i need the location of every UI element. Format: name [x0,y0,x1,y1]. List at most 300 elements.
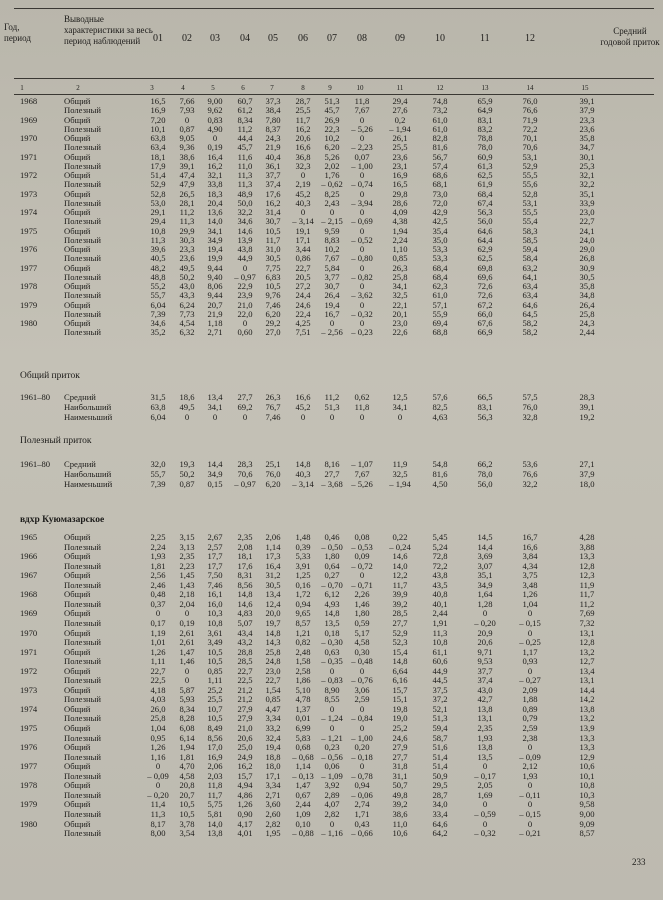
cell-value: 1,04 [522,598,538,609]
cell-value: 78,0 [477,469,493,479]
cell-value: 38,6 [392,808,408,819]
row-period: 1977 [20,761,38,772]
cell-value: 4,01 [237,828,253,839]
cell-value: 26,9 [324,114,340,125]
cell-value: 0,2 [394,114,406,125]
cell-value: 0 [359,281,365,291]
cell-value: 1,81 [179,751,195,762]
cell-value: 11,4 [150,799,166,810]
header-month-03: 03 [210,33,220,44]
row-characteristic: Общий [64,262,91,273]
table-row [0,781,663,789]
cell-value: 67,6 [477,318,493,328]
cell-value: 27,1 [579,459,595,469]
cell-value: 7,46 [265,299,281,310]
cell-value: 22,5 [150,675,166,686]
cell-value: 0 [527,780,533,791]
cell-value: 8,34 [237,114,253,125]
cell-value: 29,4 [392,96,408,106]
header-month-01: 01 [153,33,163,44]
cell-value: 3,88 [579,541,595,552]
cell-value: 12,5 [392,392,408,402]
cell-value: – 0,23 [351,327,373,338]
cell-value: 15,1 [392,694,408,705]
table-header [0,0,663,78]
cell-value: 2,89 [324,789,340,800]
cell-value: 25,2 [207,684,223,695]
cell-value: 2,71 [207,327,223,338]
table-row [0,695,663,703]
table-row [0,460,663,468]
cell-value: 0,16 [295,579,311,590]
cell-value: 10,7 [207,703,223,714]
column-number: 12 [436,84,444,92]
cell-value: 2,35 [179,551,195,562]
cell-value: 40,1 [432,598,448,609]
cell-value: 72,2 [432,560,448,571]
cell-value: 11,8 [207,780,223,791]
cell-value: 1,16 [150,751,166,762]
cell-value: 50,7 [392,780,408,791]
cell-value: 42,5 [432,216,448,227]
cell-value: 8,06 [207,281,223,291]
cell-value: 76,6 [522,469,538,479]
cell-value: 52,8 [150,188,166,199]
cell-value: 30,5 [265,253,281,264]
cell-value: 8,55 [324,694,340,705]
cell-value: 51,3 [324,402,340,412]
cell-value: 0 [359,723,365,733]
cell-value: 2,44 [579,327,595,338]
cell-value: 22,7 [265,675,281,686]
cell-value: – 1,94 [389,479,411,489]
table-row [0,171,663,179]
cell-value: 37,7 [265,170,281,180]
cell-value: 25,8 [265,646,281,657]
cell-value: 2,35 [477,723,493,733]
table-row [0,820,663,828]
cell-value: 0 [359,133,365,143]
cell-value: 1,80 [354,608,370,619]
cell-value: 23,0 [392,318,408,328]
cell-value: 0,64 [324,560,340,571]
cell-value: 11,8 [354,96,370,106]
cell-value: 29,4 [150,216,166,227]
cell-value: 6,12 [324,589,340,600]
cell-value: 29,5 [432,780,448,791]
cell-value: 5,24 [432,541,448,552]
cell-value: 1,91 [432,617,448,628]
row-period: 1974 [20,207,38,217]
cell-value: 24,3 [265,133,281,143]
cell-value: 19,9 [207,253,223,264]
table-row [0,629,663,637]
cell-value: 2,56 [150,570,166,581]
row-characteristic: Общий [64,570,91,581]
cell-value: 32,3 [295,160,311,171]
cell-value: 0 [397,412,403,422]
cell-value: – 0,15 [519,617,541,628]
cell-value: 16,2 [265,197,281,208]
cell-value: 5,87 [179,684,195,695]
cell-value: 2,03 [207,770,223,781]
cell-value: 13,4 [207,392,223,402]
cell-value: 10,8 [579,780,595,791]
cell-value: 64,6 [477,225,493,236]
cell-value: 34,7 [579,142,595,153]
cell-value: 70,6 [237,469,253,479]
cell-value: 72,2 [522,123,538,134]
cell-value: 8,56 [207,732,223,743]
cell-value: 43,8 [432,570,448,581]
row-characteristic: Средний [64,392,96,402]
cell-value: 18,0 [579,479,595,489]
cell-value: 16,2 [237,761,253,772]
cell-value: 11,2 [179,207,195,217]
cell-value: 8,56 [237,579,253,590]
table-row [0,552,663,560]
cell-value: 3,84 [522,551,538,562]
cell-value: 4,93 [324,598,340,609]
row-period: 1973 [20,188,38,199]
cell-value: 17,0 [207,742,223,753]
cell-value: 30,5 [265,579,281,590]
table-row [0,134,663,142]
cell-value: 23,6 [179,253,195,264]
cell-value: 52,3 [392,637,408,648]
cell-value: 51,4 [432,751,448,762]
cell-value: 4,86 [237,789,253,800]
cell-value: 1,93 [477,732,493,743]
row-characteristic: Полезный [64,123,101,134]
cell-value: 21,9 [265,142,281,153]
cell-value: 11,3 [237,179,253,190]
column-number: 3 [150,84,154,92]
cell-value: 68,4 [432,262,448,273]
cell-value: 13,3 [579,732,595,743]
cell-value: 9,59 [324,225,340,236]
cell-value: – 0,32 [474,828,496,839]
cell-value: 15,7 [237,770,253,781]
cell-value: 62,3 [432,281,448,291]
cell-value: 11,7 [392,579,408,590]
cell-value: 18,0 [265,761,281,772]
cell-value: 33,2 [265,723,281,733]
table-row [0,562,663,570]
cell-value: 10,5 [207,656,223,667]
table-row [0,772,663,780]
table-row [0,791,663,799]
cell-value: 10,8 [150,225,166,236]
cell-value: 13,1 [579,627,595,638]
cell-value: 34,1 [392,281,408,291]
cell-value: 43,0 [477,684,493,695]
table-row [0,310,663,318]
cell-value: 43,5 [432,579,448,590]
cell-value: 0,62 [354,392,370,402]
cell-value: 3,49 [207,637,223,648]
cell-value: 52,9 [392,627,408,638]
row-characteristic: Полезный [64,808,101,819]
cell-value: 0 [329,723,335,733]
cell-value: 0 [155,780,161,791]
cell-value: 2,18 [179,589,195,600]
cell-value: 30,9 [579,262,595,273]
cell-value: 10,8 [432,637,448,648]
cell-value: 34,1 [392,402,408,412]
cell-value: 64,5 [522,308,538,319]
cell-value: 20,6 [477,637,493,648]
cell-value: 18,1 [150,151,166,162]
cell-value: 29,0 [579,244,595,254]
cell-value: 28,3 [579,392,595,402]
table-row [0,125,663,133]
cell-value: 0 [359,299,365,310]
cell-value: 34,9 [207,234,223,245]
cell-value: 0 [184,665,190,676]
cell-value: 7,93 [179,105,195,116]
cell-value: 82,8 [432,133,448,143]
cell-value: 9,58 [579,799,595,810]
row-characteristic: Полезный [64,105,101,116]
cell-value: 44,5 [432,675,448,686]
cell-value: 0,07 [354,151,370,162]
cell-value: 49,8 [392,789,408,800]
cell-value: 7,75 [265,262,281,273]
row-period: 1978 [20,780,38,791]
cell-value: 6,24 [179,299,195,310]
cell-value: 8,37 [265,123,281,134]
cell-value: 0 [482,799,488,810]
cell-value: 0 [184,114,190,125]
cell-value: 10,6 [392,828,408,839]
cell-value: 21,2 [237,684,253,695]
cell-value: 52,1 [432,703,448,714]
cell-value: 66,5 [477,392,493,402]
cell-value: 0,60 [237,327,253,338]
cell-value: 1,88 [522,694,538,705]
cell-value: 18,8 [265,751,281,762]
cell-value: – 0,83 [321,675,343,686]
cell-value: 0 [329,318,335,328]
cell-value: 11,2 [324,392,340,402]
cell-value: 22,7 [579,216,595,227]
table-row [0,743,663,751]
cell-value: 42,7 [477,694,493,705]
cell-value: 0,19 [207,142,223,153]
table-row [0,543,663,551]
cell-value: 34,1 [207,225,223,236]
table-row [0,705,663,713]
table-row [0,162,663,170]
cell-value: 67,2 [477,299,493,310]
cell-value: 63,4 [150,142,166,153]
cell-value: 2,08 [237,541,253,552]
cell-value: – 0,30 [321,637,343,648]
row-characteristic: Общий [64,318,91,328]
cell-value: – 0,20 [147,789,169,800]
cell-value: 10,5 [179,799,195,810]
cell-value: 0,08 [354,532,370,542]
cell-value: 22,5 [237,675,253,686]
cell-value: 0 [359,665,365,676]
cell-value: 1,81 [150,560,166,571]
table-row [0,143,663,151]
cell-value: 17,7 [207,551,223,562]
cell-value: 0 [242,262,248,273]
cell-value: – 0,50 [321,541,343,552]
cell-value: 14,8 [237,589,253,600]
cell-value: 16,5 [392,179,408,190]
cell-value: 0 [359,244,365,254]
table-row [0,619,663,627]
cell-value: 48,2 [150,262,166,273]
cell-value: 0 [329,703,335,714]
cell-value: 0,95 [150,732,166,743]
cell-value: 10,3 [207,608,223,619]
cell-value: – 0,06 [351,789,373,800]
cell-value: 4,34 [522,560,538,571]
cell-value: 7,46 [207,579,223,590]
cell-value: 18,1 [237,551,253,562]
table-row [0,153,663,161]
cell-value: 28,6 [392,197,408,208]
row-period: 1968 [20,589,38,600]
cell-value: 16,4 [265,560,281,571]
cell-value: – 0,15 [519,808,541,819]
cell-value: 0,63 [324,646,340,657]
cell-value: 13,9 [237,234,253,245]
cell-value: 51,3 [432,713,448,724]
table-row [0,116,663,124]
row-characteristic: Общий [64,703,91,714]
cell-value: 38,6 [179,151,195,162]
row-characteristic: Полезный [64,732,101,743]
cell-value: 0 [155,761,161,772]
cell-value: 7,69 [579,608,595,619]
cell-value: 5,26 [324,151,340,162]
cell-value: 0 [359,703,365,714]
cell-value: 23,6 [392,151,408,162]
cell-value: 25,3 [579,160,595,171]
cell-value: – 0,52 [351,234,373,245]
cell-value: 23,1 [392,160,408,171]
cell-value: 4,50 [432,479,448,489]
cell-value: 1,26 [150,742,166,753]
cell-value: 39,2 [392,799,408,810]
row-period: 1978 [20,281,38,291]
cell-value: 8,31 [237,570,253,581]
column-number: 8 [301,84,305,92]
cell-value: 6,08 [179,723,195,733]
cell-value: 37,9 [579,469,595,479]
cell-value: 26,5 [179,188,195,199]
header-month-10: 10 [435,33,445,44]
cell-value: 24,6 [392,732,408,743]
table-row [0,393,663,401]
cell-value: 16,6 [295,142,311,153]
cell-value: 76,7 [265,402,281,412]
cell-value: 3,48 [522,579,538,590]
cell-value: 0,48 [150,589,166,600]
cell-value: 0 [482,608,488,619]
cell-value: – 0,56 [321,751,343,762]
cell-value: 1,26 [237,799,253,810]
cell-value: 0 [527,742,533,753]
cell-value: 60,7 [237,96,253,106]
cell-value: 0 [329,207,335,217]
cell-value: 43,0 [179,281,195,291]
row-characteristic: Общий [64,281,91,291]
cell-value: 5,33 [295,551,311,562]
cell-value: 37,3 [265,96,281,106]
cell-value: 56,0 [477,479,493,489]
row-characteristic: Полезный [64,694,101,705]
cell-value: 33,9 [579,197,595,208]
cell-value: 58,4 [522,253,538,264]
header-rule [14,78,654,79]
cell-value: 55,6 [522,179,538,190]
table-row [0,657,663,665]
cell-value: 16,7 [522,532,538,542]
cell-value: 8,16 [324,459,340,469]
cell-value: 76,6 [522,105,538,116]
cell-value: 3,06 [354,684,370,695]
cell-value: 21,0 [237,723,253,733]
cell-value: 20,6 [295,133,311,143]
cell-value: 7,51 [295,327,311,338]
cell-value: 61,9 [477,179,493,190]
section-kuyumazar-reservoir: вдхр Куюмазарское [20,515,105,525]
cell-value: 25,5 [295,105,311,116]
cell-value: 0 [359,170,365,180]
cell-value: 1,26 [522,589,538,600]
cell-value: 34,8 [579,290,595,301]
cell-value: 1,45 [179,570,195,581]
cell-value: 14,4 [579,684,595,695]
cell-value: 14,2 [579,694,595,705]
cell-value: 14,5 [477,532,493,542]
row-period: 1975 [20,225,38,236]
cell-value: 83,1 [477,114,493,125]
cell-value: 2,24 [392,234,408,245]
cell-value: 64,9 [477,105,493,116]
cell-value: 52,9 [150,179,166,190]
cell-value: 0,82 [295,637,311,648]
cell-value: 0,67 [295,789,311,800]
cell-value: – 0,09 [147,770,169,781]
cell-value: 65,9 [477,96,493,106]
cell-value: 10,5 [179,808,195,819]
cell-value: 31,4 [265,207,281,217]
table-row [0,180,663,188]
row-characteristic: Общий [64,188,91,199]
cell-value: 14,8 [295,459,311,469]
cell-value: 5,17 [354,627,370,638]
cell-value: 64,4 [477,234,493,245]
cell-value: 32,2 [579,179,595,190]
cell-value: – 1,00 [351,732,373,743]
cell-value: – 0,53 [351,541,373,552]
cell-value: 7,67 [354,105,370,116]
cell-value: 51,4 [150,170,166,180]
cell-value: 60,6 [432,656,448,667]
cell-value: 31,8 [392,761,408,772]
cell-value: 0,85 [392,253,408,264]
cell-value: 72,6 [477,290,493,301]
cell-value: 3,78 [179,818,195,829]
cell-value: 0,94 [354,780,370,791]
